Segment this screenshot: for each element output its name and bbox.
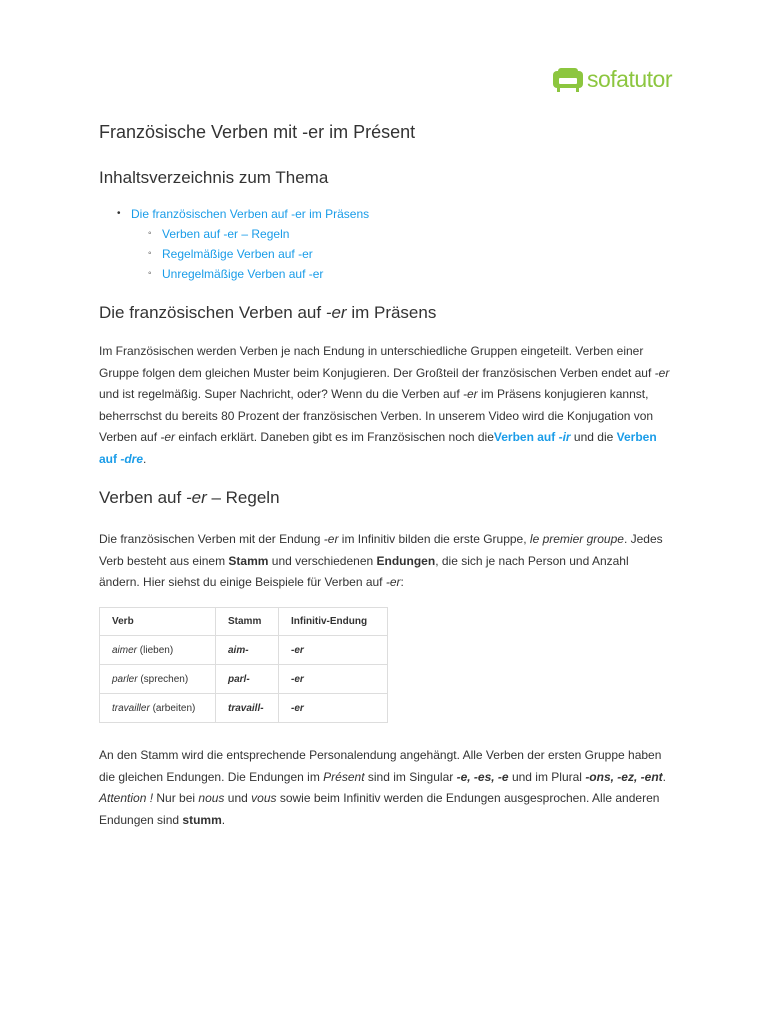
toc-heading: Inhaltsverzeichnis zum Thema: [99, 168, 329, 187]
verb-cell: travailler (arbeiten): [100, 694, 216, 723]
toc-subitem: [99, 226, 369, 246]
brand-name: sofatutor: [587, 66, 672, 92]
toc-link-regelmaessig[interactable]: Regelmäßige Verben auf -er: [162, 247, 313, 261]
sofatutor-logo[interactable]: [553, 66, 672, 93]
toc-subitem: [99, 246, 369, 266]
table-row: [100, 665, 388, 694]
toc-link-unregelmaessig[interactable]: Unregelmäßige Verben auf -er: [162, 267, 324, 281]
verb-cell: aimer (lieben): [100, 636, 216, 665]
ending-cell: -er: [279, 636, 388, 665]
toc-subitem: [99, 266, 369, 286]
link-verben-dre[interactable]: Verben auf -dre: [99, 430, 657, 466]
page-title: Französische Verben mit -er im Présent: [99, 122, 416, 142]
column-header: Verb: [100, 608, 216, 636]
toc-link-regeln[interactable]: Verben auf -er – Regeln: [162, 227, 290, 241]
section-heading-regeln: Verben auf -er – Regeln: [99, 488, 280, 507]
verb-cell: parler (sprechen): [100, 665, 216, 694]
table-row: [100, 694, 388, 723]
stem-cell: parl-: [216, 665, 279, 694]
sofa-icon: [553, 67, 583, 93]
paragraph-intro: Im Französischen werden Verben je nach Endung in unterschiedliche Gruppen eingeteilt. Verben einer Gruppe folgen dem gleichen Muster beim Konjugieren. Der Großteil der französischen Verben endet auf -er und ist regelmäßig. Super Nachricht, oder? Wenn du die Verben auf -er im Präsens konjugieren kannst, beherrschst du bereits 80 Prozent der französischen Verben. In unserem Video wird die Konjugation von Verben auf -er einfach erklärt. Daneben gibt es im Französischen noch dieVerben auf -ir und die Verben auf -dre.: [99, 344, 670, 466]
column-header: Infinitiv-Endung: [279, 608, 388, 636]
stem-cell: aim-: [216, 636, 279, 665]
ending-cell: -er: [279, 694, 388, 723]
table-row: [100, 636, 388, 665]
paragraph-regeln: Die französischen Verben mit der Endung -er im Infinitiv bilden die erste Gruppe, le premier groupe. Jedes Verb besteht aus einem Stamm und verschiedenen Endungen, die sich je nach Person und Anzahl ändern. Hier siehst du einige Beispiele für Verben auf -er:: [99, 532, 663, 589]
ending-cell: -er: [279, 665, 388, 694]
table-header-row: [100, 608, 388, 636]
toc-item: [99, 206, 369, 226]
stem-cell: travaill-: [216, 694, 279, 723]
link-verben-ir[interactable]: Verben auf -ir: [493, 430, 571, 444]
toc-link-praesens[interactable]: Die französischen Verben auf -er im Präsens: [131, 207, 370, 221]
paragraph-endungen: An den Stamm wird die entsprechende Personalendung angehängt. Alle Verben der ersten Gruppe haben die gleichen Endungen. Die Endungen im Présent sind im Singular -e, -es, -e und im Plural -ons, -ez, -ent. Attention ! Nur bei nous und vous sowie beim Infinitiv werden die Endungen ausgesprochen. Alle anderen Endungen sind stumm.: [99, 748, 666, 827]
section-heading-praesens: Die französischen Verben auf -er im Präsens: [99, 303, 437, 322]
verb-table: [99, 607, 388, 723]
column-header: Stamm: [216, 608, 279, 636]
table-of-contents: [99, 206, 369, 286]
